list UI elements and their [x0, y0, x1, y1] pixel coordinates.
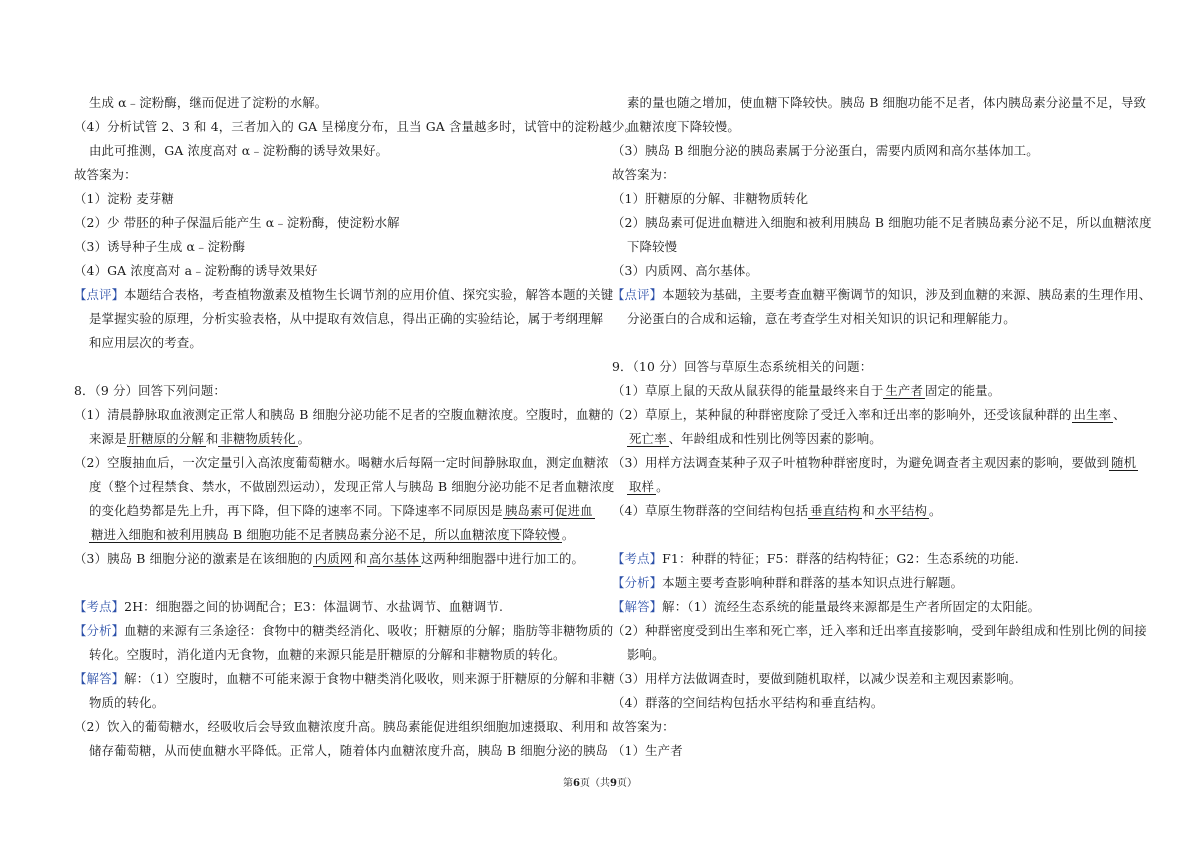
- page-total: 9: [610, 778, 617, 789]
- question-text: 。: [297, 431, 311, 446]
- answer-line: （2）胰岛素可促进血糖进入细胞和被利用胰岛 B 细胞功能不足者胰岛素分泌不足，所以血糖浓度: [612, 215, 1152, 230]
- comment-text: 本题结合表格，考查植物激素及植物生长调节剂的应用价值、探究实验，解答本题的关键: [124, 287, 614, 302]
- analysis-tag: 【分析】: [612, 575, 663, 590]
- answer-blank: 出生率: [1073, 407, 1112, 422]
- knowledge-point-text: F1：种群的特征；F5：群落的结构特征；G2：生态系统的功能.: [662, 551, 1019, 566]
- answer-line: （3）诱导种子生成 α﹣淀粉酶: [74, 239, 246, 254]
- question-line: [627, 431, 882, 447]
- question-line: [612, 383, 1000, 399]
- question-text: 和: [862, 503, 875, 518]
- answer-blank: 水平结构: [876, 503, 928, 518]
- question-text: 。: [561, 527, 575, 542]
- comment-line: 分泌蛋白的合成和运输，意在考查学生对相关知识的识记和理解能力。: [627, 311, 1016, 326]
- answer-line: 下降较慢: [627, 239, 678, 254]
- question-text: 。: [929, 503, 942, 518]
- question-line: 度（整个过程禁食、禁水，不做剧烈运动），发现正常人与胰岛 B 细胞分泌功能不足者血糖浓度: [89, 479, 615, 494]
- answer-line: （3）内质网、高尔基体。: [612, 263, 758, 278]
- answer-blank: 死亡率: [629, 431, 667, 446]
- question-text: （2）草原上，某种鼠的种群密度除了受迁入率和迁出率的影响外，还受该鼠种群的: [612, 407, 1072, 422]
- page-footer: [0, 774, 1200, 789]
- solution-line: 物质的转化。: [89, 695, 165, 710]
- knowledge-point-tag: 【考点】: [74, 599, 125, 614]
- question-line: （2）空腹抽血后，一次定量引入高浓度葡萄糖水。喝糖水后每隔一定时间静脉取血，测定血糖浓: [74, 455, 609, 470]
- analysis-text: 血糖的来源有三条途径：食物中的糖类经消化、吸收；肝糖原的分解；脂肪等非糖物质的: [124, 623, 614, 638]
- question-text: 、年龄组成和性别比例等因素的影响。: [668, 431, 882, 446]
- answer-heading: 故答案为：: [612, 167, 675, 182]
- question-line: [89, 503, 595, 519]
- question-text: 和: [354, 551, 367, 566]
- question-line: [612, 503, 942, 519]
- question-text: 的变化趋势都是先上升，再下降，但下降的速率不同。下降速率不同原因是: [89, 503, 503, 518]
- solution-line: 储存葡萄糖，从而使血糖水平降低。正常人，随着体内血糖浓度升高，胰岛 B 细胞分泌的胰岛: [89, 743, 609, 758]
- text-line: 由此可推测，GA 浓度高对 α﹣淀粉酶的诱导效果好。: [89, 143, 389, 158]
- comment-tag: 【点评】: [74, 287, 125, 302]
- question-text: 。: [656, 479, 669, 494]
- footer-text: 第: [563, 778, 574, 789]
- question-line: [74, 551, 584, 567]
- question-text: 这两种细胞器中进行加工的。: [421, 551, 585, 566]
- answer-line: （4）GA 浓度高对 a﹣淀粉酶的诱导效果好: [74, 263, 318, 278]
- analysis-tag: 【分析】: [74, 623, 125, 638]
- answer-line: （1）淀粉 麦芽糖: [74, 191, 174, 206]
- knowledge-point-line: [612, 551, 1019, 567]
- comment-line: [612, 287, 1151, 303]
- question-line: [627, 479, 669, 495]
- comment-line: 和应用层次的考查。: [89, 335, 202, 350]
- question-text: 来源是: [89, 431, 127, 446]
- text-line: 素的量也随之增加，使血糖下降较快。胰岛 B 细胞功能不足者，体内胰岛素分泌量不足，导致: [627, 95, 1147, 110]
- question-line: （1）清晨静脉取血液测定正常人和胰岛 B 细胞分泌功能不足者的空腹血糖浓度。空腹时，血糖的: [74, 407, 614, 422]
- question-text: （4）草原生物群落的空间结构包括: [612, 503, 809, 518]
- knowledge-point-line: [74, 599, 503, 615]
- answer-blank: 胰岛素可促进血: [504, 503, 593, 518]
- question-line: [612, 455, 1138, 471]
- answer-blank: 糖进入细胞和被利用胰岛 B 细胞功能不足者胰岛素分泌不足，所以血糖浓度下降较慢: [91, 527, 560, 542]
- analysis-text: 本题主要考查影响种群和群落的基本知识点进行解题。: [662, 575, 964, 590]
- answer-blank: 垂直结构: [810, 503, 861, 518]
- answer-heading: 故答案为：: [612, 719, 675, 734]
- answer-line: （1）肝糖原的分解、非糖物质转化: [612, 191, 809, 206]
- text-line: （4）分析试管 2、3 和 4，三者加入的 GA 呈梯度分布，且当 GA 含量越多时，试管中的淀粉越少。: [74, 119, 638, 134]
- solution-line: （4）群落的空间结构包括水平结构和垂直结构。: [612, 695, 884, 710]
- answer-heading: 故答案为：: [74, 167, 137, 182]
- comment-line: [74, 287, 613, 303]
- solution-text: 解：（1）流经生态系统的能量最终来源都是生产者所固定的太阳能。: [662, 599, 1041, 614]
- answer-blank: 生产者: [885, 383, 924, 398]
- question-line: [89, 527, 574, 543]
- question-9-title: 9．（10 分）回答与草原生态系统相关的问题：: [612, 359, 873, 374]
- solution-line: （3）用样方法做调查时，要做到随机取样，以减少误差和主观因素影响。: [612, 671, 1022, 686]
- footer-text: 页）: [616, 778, 637, 789]
- solution-line: （2）种群密度受到出生率和死亡率，迁入率和迁出率直接影响，受到年龄组成和性别比例的间接: [612, 623, 1147, 638]
- knowledge-point-text: 2H：细胞器之间的协调配合；E3：体温调节、水盐调节、血糖调节.: [124, 599, 504, 614]
- page-number: 6: [573, 778, 580, 789]
- comment-line: 是掌握实验的原理，分析实验表格，从中提取有效信息，得出正确的实验结论，属于考纲理解: [89, 311, 604, 326]
- analysis-line: [74, 623, 613, 639]
- question-line: [89, 431, 310, 447]
- answer-line: （1）生产者: [612, 743, 683, 758]
- answer-blank: 肝糖原的分解: [128, 431, 204, 446]
- solution-tag: 【解答】: [74, 671, 125, 686]
- solution-line: [612, 599, 1040, 615]
- question-text: （1）草原上鼠的天敌从鼠获得的能量最终来自于: [612, 383, 884, 398]
- answer-blank: 随机: [1111, 455, 1137, 470]
- text-line: （3）胰岛 B 细胞分泌的胰岛素属于分泌蛋白，需要内质网和高尔基体加工。: [612, 143, 1039, 158]
- knowledge-point-tag: 【考点】: [612, 551, 663, 566]
- question-text: 固定的能量。: [925, 383, 1001, 398]
- solution-line: 影响。: [627, 647, 665, 662]
- answer-line: （2）少 带胚的种子保温后能产生 α﹣淀粉酶，使淀粉水解: [74, 215, 400, 230]
- answer-blank: 高尔基体: [368, 551, 419, 566]
- comment-text: 本题较为基础，主要考查血糖平衡调节的知识，涉及到血糖的来源、胰岛素的生理作用、: [662, 287, 1152, 302]
- answer-blank: 内质网: [314, 551, 353, 566]
- answer-blank: 非糖物质转化: [220, 431, 296, 446]
- solution-line: （2）饮入的葡萄糖水，经吸收后会导致血糖浓度升高。胰岛素能促进组织细胞加速摄取、利用和: [74, 719, 609, 734]
- question-8-title: 8．（9 分）回答下列问题：: [74, 383, 226, 398]
- text-line: 生成 α﹣淀粉酶，继而促进了淀粉的水解。: [89, 95, 328, 110]
- analysis-line: 转化。空腹时，消化道内无食物，血糖的来源只能是肝糖原的分解和非糖物质的转化。: [89, 647, 566, 662]
- question-text: 和: [205, 431, 219, 446]
- solution-text: 解：（1）空腹时，血糖不可能来源于食物中糖类消化吸收，则来源于肝糖原的分解和非糖: [124, 671, 616, 686]
- footer-text: 页（共: [580, 778, 610, 789]
- solution-line: [74, 671, 615, 687]
- comment-tag: 【点评】: [612, 287, 663, 302]
- question-text: （3）用样方法调查某种子双子叶植物种群密度时，为避免调查者主观因素的影响，要做到: [612, 455, 1110, 470]
- answer-blank: 取样: [629, 479, 655, 494]
- solution-tag: 【解答】: [612, 599, 663, 614]
- question-text: （3）胰岛 B 细胞分泌的激素是在该细胞的: [74, 551, 313, 566]
- analysis-line: [612, 575, 963, 591]
- text-line: 血糖浓度下降较慢。: [627, 119, 740, 134]
- question-text: 、: [1113, 407, 1126, 422]
- question-line: [612, 407, 1126, 423]
